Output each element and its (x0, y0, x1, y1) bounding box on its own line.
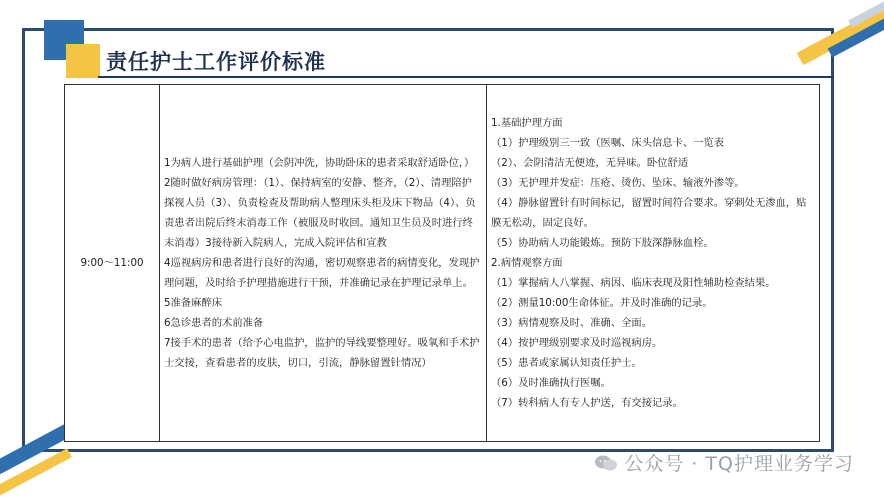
standard-item: （7）转科病人有专人护送，有交接记录。 (491, 397, 683, 409)
standard-item: （6）及时准确执行医嘱。 (491, 377, 611, 389)
task-item: 1为病人进行基础护理（会阴冲洗，协助卧床的患者采取舒适卧位，） (164, 157, 475, 169)
standard-item: （1）护理级别三一致（医嘱、床头信息卡、一览表 (491, 137, 725, 149)
tasks-cell (160, 85, 487, 442)
page-title: 责任护士工作评价标准 (106, 50, 326, 74)
standard-item: （4）静脉留置针有时间标记，留置时间符合要求。穿刺处无渗血，贴膜无松动，固定良好。 (491, 197, 807, 229)
task-item: 7接手术的患者（给予心电监护，监护的导线要整理好。吸氧和手术护士交接，查看患者的皮肤，切口，引流，静脉留置针情况） (164, 337, 480, 369)
standard-item: （5）患者或家属认知责任护士。 (491, 357, 642, 369)
watermark (594, 449, 854, 476)
standard-item: （2）、会阴清洁无便迹，无异味。卧位舒适 (491, 157, 689, 169)
decorative-yellow-square (66, 44, 100, 78)
task-item: 2随时做好病房管理：（1）、保持病室的安静、整齐，（2）、清理陪护探视人员（3）、负责检查及帮助病人整理床头柜及床下物品（4）、负责患者出院后终末消毒工作（被服及时收回。通知卫生员及时进行终末消毒）3接待新入院病人，完成入院评估和宣教 (164, 177, 476, 249)
standard-item: 2.病情观察方面 (491, 257, 563, 269)
task-item: 5准备麻醉床 (164, 297, 223, 309)
standard-item: （2）测量10:00生命体征。并及时准确的记录。 (491, 297, 713, 309)
table-row (65, 85, 820, 442)
task-item: 6急诊患者的术前准备 (164, 317, 264, 329)
standard-item: （5）协助病人功能锻炼。预防下肢深静脉血栓。 (491, 237, 714, 249)
time-cell: 9:00～11:00 (65, 85, 160, 442)
standard-item: （3）病情观察及时、准确、全面。 (491, 317, 653, 329)
watermark-text: 公众号 · TQ护理业务学习 (624, 453, 854, 475)
evaluation-table (64, 84, 820, 442)
standards-cell (487, 85, 820, 442)
standard-item: 1.基础护理方面 (491, 117, 563, 129)
standard-item: （4）按护理级别要求及时巡视病房。 (491, 337, 663, 349)
task-item: 4巡视病房和患者进行良好的沟通，密切观察患者的病情变化，发现护理问题，及时给予护理措施进行干预，并准确记录在护理记录单上。 (164, 257, 480, 289)
title-underline (98, 76, 834, 78)
wechat-icon (594, 454, 618, 472)
standard-item: （3）无护理并发症：压疮、烫伤、坠床、输液外渗等。 (491, 177, 745, 189)
standard-item: （1）掌握病人八掌握、病因、临床表现及阳性辅助检查结果。 (491, 277, 776, 289)
